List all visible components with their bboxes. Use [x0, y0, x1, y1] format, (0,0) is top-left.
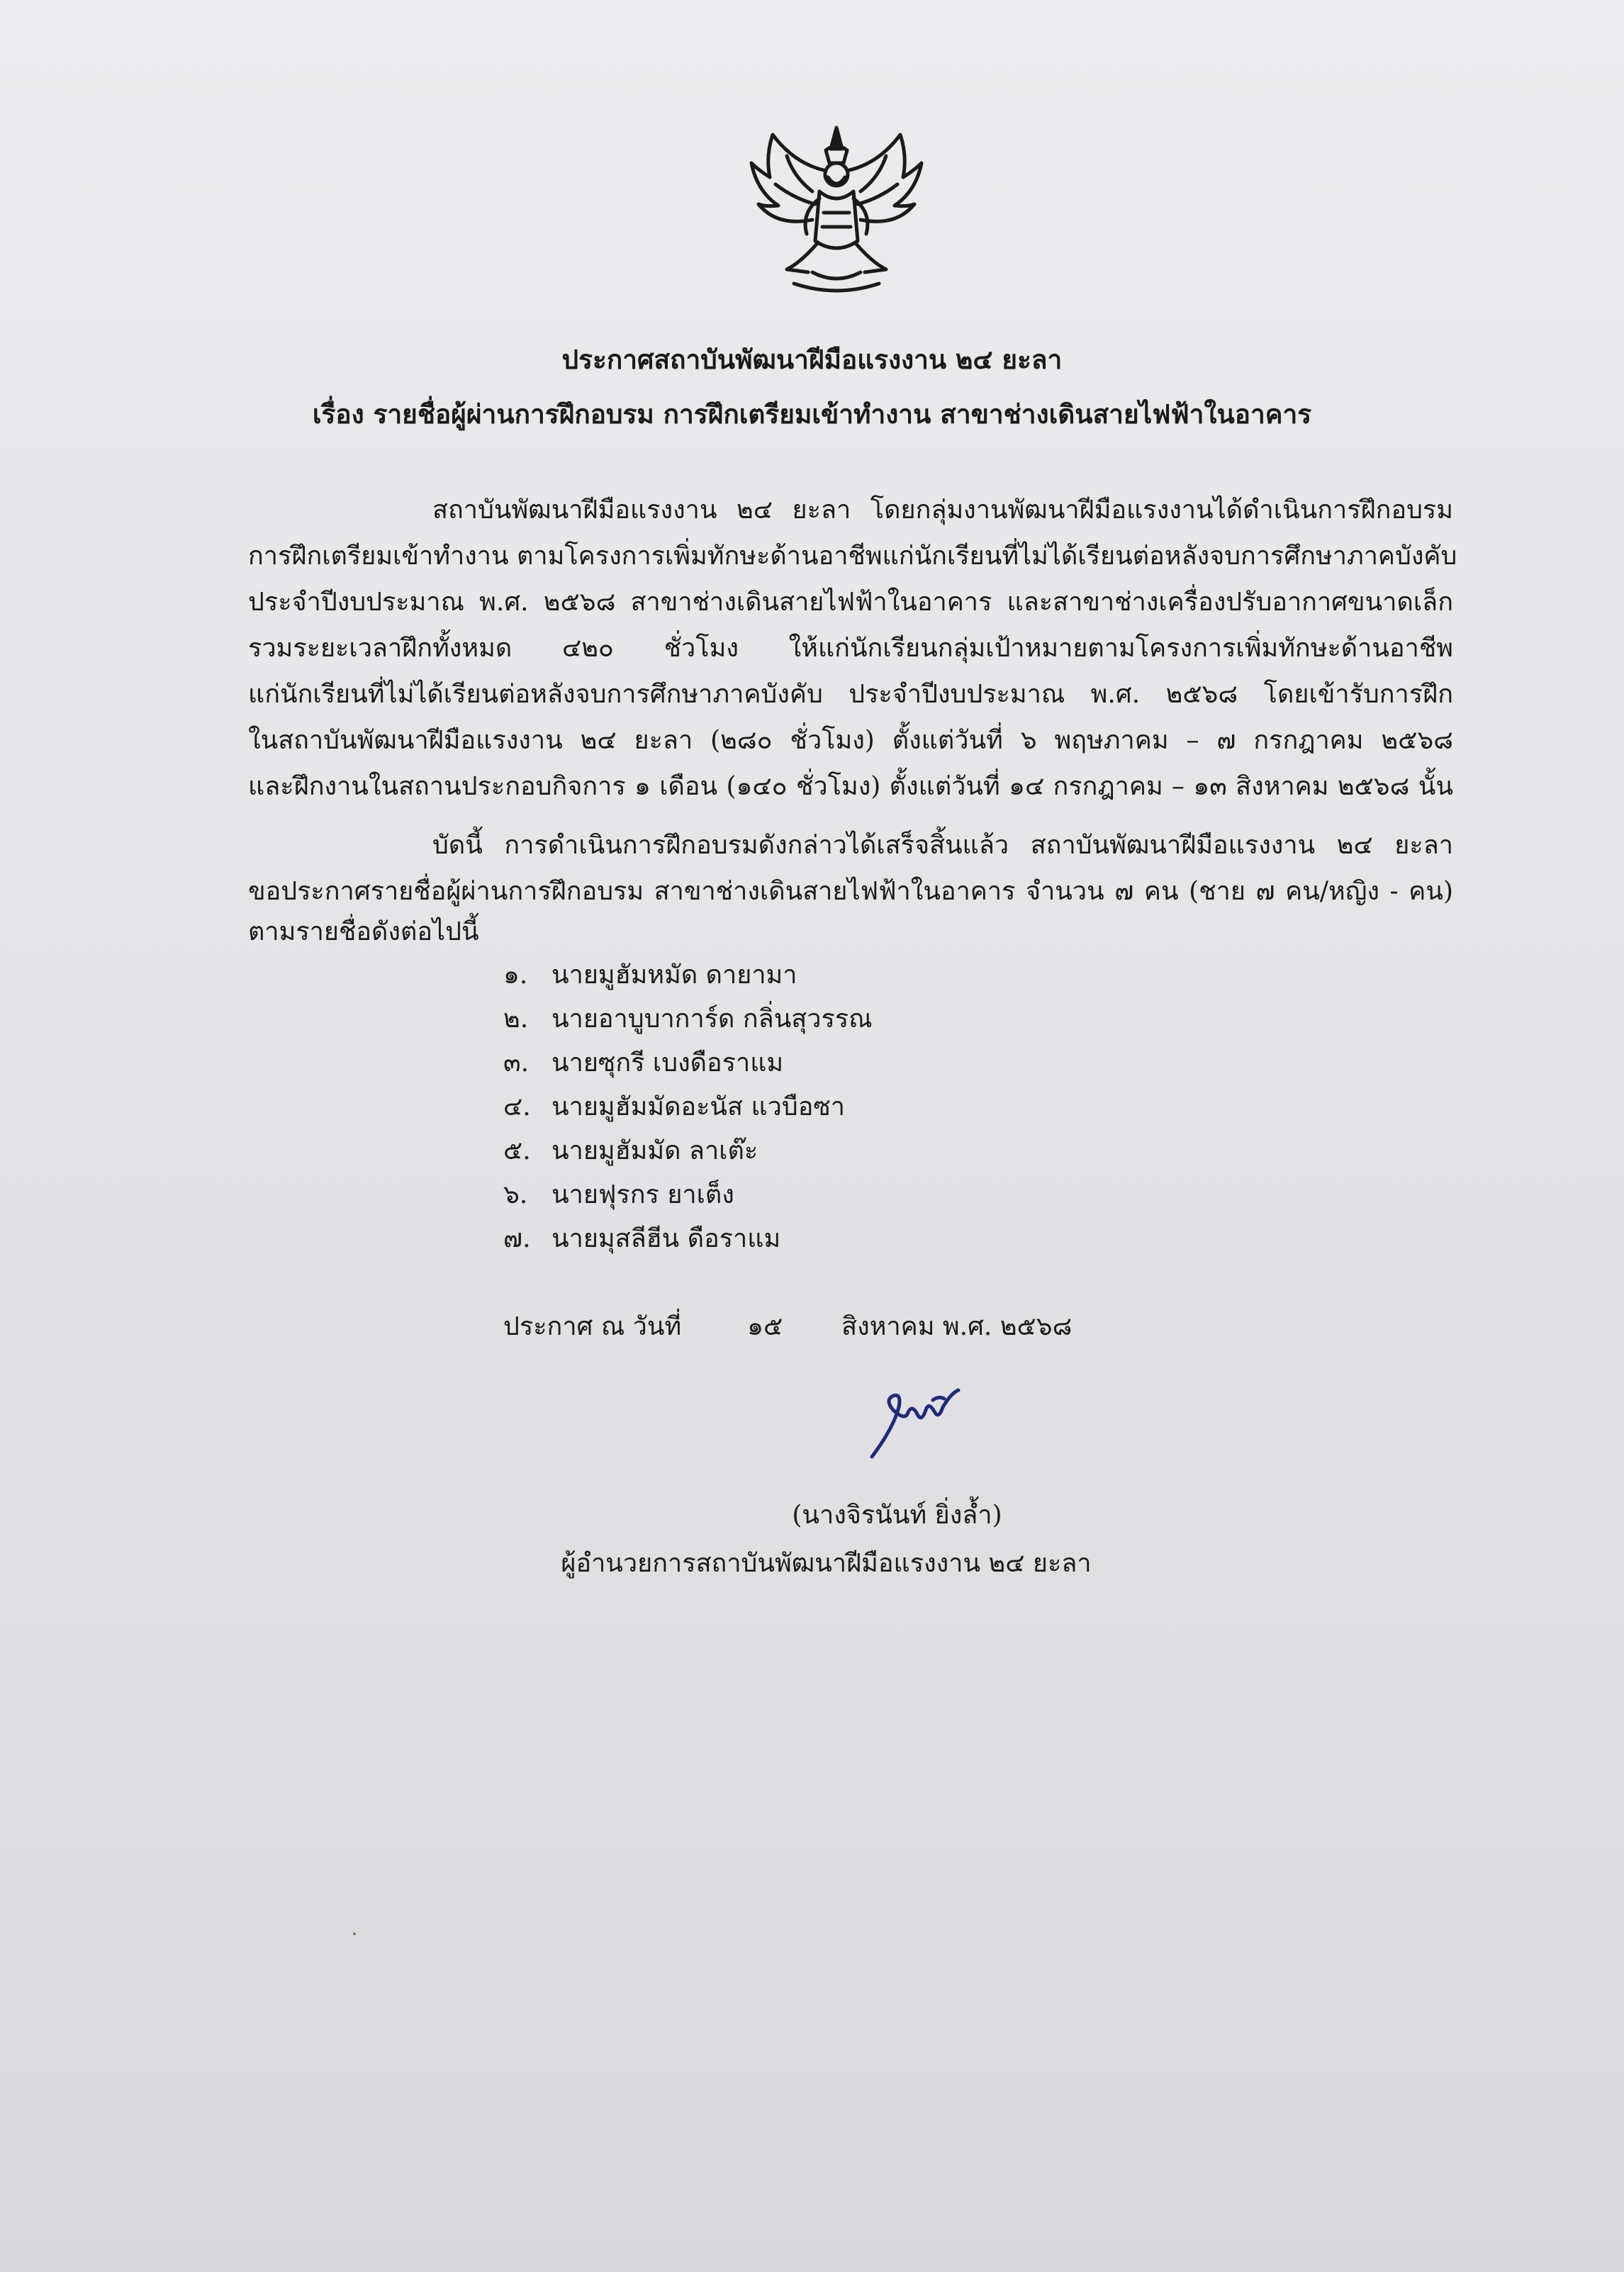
list-number: ๓. — [503, 1048, 530, 1078]
list-item — [503, 953, 873, 997]
list-item — [503, 1173, 873, 1217]
trainee-name: นายมุสลีฮีน ดือราแม — [551, 1224, 781, 1253]
paper-speck — [353, 1932, 356, 1935]
paragraph1-line: ประจำปีงบประมาณ พ.ศ. ๒๕๖๘ สาขาช่างเดินสายไฟฟ้าในอาคาร และสาขาช่างเครื่องปรับอากาศขนาดเล็ก — [248, 588, 1453, 617]
trainee-name: นายมูฮัมหมัด ดายามา — [551, 961, 797, 990]
paragraph1-line: การฝึกเตรียมเข้าทำงาน ตามโครงการเพิ่มทักษะด้านอาชีพแก่นักเรียนที่ไม่ได้เรียนต่อหลังจบการศึกษาภาคบังคับ — [248, 542, 1457, 571]
date-day: ๑๕ — [747, 1312, 783, 1341]
announcement-subject: เรื่อง รายชื่อผู้ผ่านการฝึกอบรม การฝึกเตรียมเข้าทำงาน สาขาช่างเดินสายไฟฟ้าในอาคาร — [312, 398, 1312, 430]
handwritten-signature-icon — [865, 1386, 971, 1464]
paragraph2-line: ตามรายชื่อดังต่อไปนี้ — [248, 917, 479, 946]
trainee-name: นายซุกรี เบงดือราแม — [551, 1048, 784, 1078]
paragraph2-line: ขอประกาศรายชื่อผู้ผ่านการฝึกอบรม สาขาช่างเดินสายไฟฟ้าในอาคาร จำนวน ๗ คน (ชาย ๗ คน/หญิง - คน) — [248, 877, 1453, 906]
list-item — [503, 1217, 873, 1261]
list-item — [503, 1085, 873, 1129]
garuda-emblem-icon — [744, 121, 929, 305]
signer-position: ผู้อำนวยการสถาบันพัฒนาฝีมือแรงงาน ๒๔ ยะลา — [561, 1549, 1092, 1578]
list-number: ๖. — [503, 1180, 528, 1209]
date-prefix: ประกาศ ณ วันที่ — [503, 1312, 682, 1341]
list-item — [503, 997, 873, 1041]
trainee-name: นายมูฮัมมัดอะนัส แวบือซา — [551, 1092, 845, 1121]
list-item — [503, 1129, 873, 1173]
paragraph2-line: บัดนี้ การดำเนินการฝึกอบรมดังกล่าวได้เสร็จสิ้นแล้ว สถาบันพัฒนาฝีมือแรงงาน ๒๔ ยะลา — [432, 831, 1453, 860]
paragraph1-line: และฝึกงานในสถานประกอบกิจการ ๑ เดือน (๑๔๐ ชั่วโมง) ตั้งแต่วันที่ ๑๔ กรกฎาคม – ๑๓ สิงหาคม ๒๕๖๘ นั้น — [248, 772, 1453, 801]
list-item — [503, 1041, 873, 1085]
list-number: ๑. — [503, 961, 528, 990]
list-number: ๗. — [503, 1224, 531, 1253]
paragraph1-line: แก่นักเรียนที่ไม่ได้เรียนต่อหลังจบการศึกษาภาคบังคับ ประจำปีงบประมาณ พ.ศ. ๒๕๖๘ โดยเข้ารับการฝึก — [248, 680, 1453, 709]
paragraph1-line: ในสถาบันพัฒนาฝีมือแรงงาน ๒๔ ยะลา (๒๘๐ ชั่วโมง) ตั้งแต่วันที่ ๖ พฤษภาคม – ๗ กรกฎาคม ๒๕๖๘ — [248, 726, 1453, 755]
trainee-list — [503, 953, 873, 1261]
trainee-name: นายมูฮัมมัด ลาเต๊ะ — [551, 1136, 758, 1165]
paragraph1-line: รวมระยะเวลาฝึกทั้งหมด ๔๒๐ ชั่วโมง ให้แก่นักเรียนกลุ่มเป้าหมายตามโครงการเพิ่มทักษะด้านอาชีพ — [248, 634, 1453, 663]
list-number: ๔. — [503, 1092, 531, 1121]
trainee-name: นายอาบูบาการ์ด กลิ่นสุวรรณ — [551, 1005, 873, 1034]
date-month-year: สิงหาคม พ.ศ. ๒๕๖๘ — [841, 1312, 1073, 1341]
list-number: ๕. — [503, 1136, 531, 1165]
trainee-name: นายฟุรกร ยาเต็ง — [551, 1180, 734, 1209]
announcement-title: ประกาศสถาบันพัฒนาฝีมือแรงงาน ๒๔ ยะลา — [561, 344, 1063, 375]
announcement-date — [503, 1306, 1072, 1346]
list-number: ๒. — [503, 1005, 529, 1034]
signer-name: (นางจิรนันท์ ยิ่งล้ำ) — [792, 1501, 1002, 1530]
paragraph1-line: สถาบันพัฒนาฝีมือแรงงาน ๒๔ ยะลา โดยกลุ่มงานพัฒนาฝีมือแรงงานได้ดำเนินการฝึกอบรม — [432, 496, 1453, 525]
